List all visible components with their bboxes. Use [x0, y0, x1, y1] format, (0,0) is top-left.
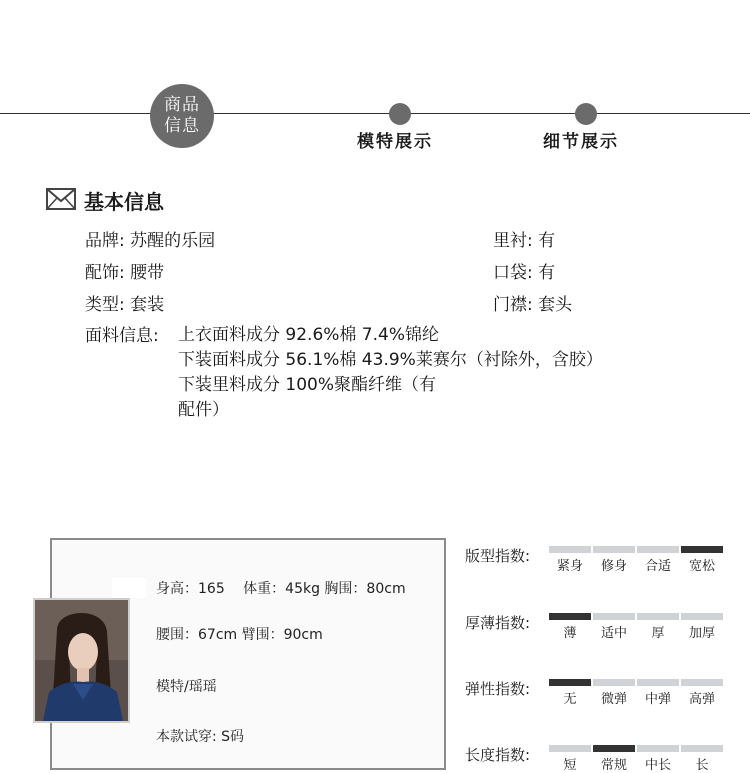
- index-option: 合适: [644, 559, 671, 574]
- index-segment: [681, 745, 723, 752]
- index-label: 版型指数:: [465, 547, 531, 565]
- index-option: 中弹: [644, 692, 671, 707]
- index-label: 长度指数:: [465, 746, 531, 764]
- fabric-line-bottom: 下装面料成分 56.1%棉 43.9%莱赛尔（衬除外，含胶）: [178, 350, 603, 370]
- info-lining: 里衬: 有: [493, 231, 556, 251]
- step-model-dot[interactable]: [389, 103, 411, 125]
- index-label: 弹性指数:: [465, 680, 531, 698]
- index-option: 厚: [651, 626, 665, 641]
- mail-icon: [46, 188, 76, 210]
- info-accessory: 配饰: 腰带: [85, 263, 165, 283]
- index-segment: [637, 745, 679, 752]
- index-segment: [593, 679, 635, 686]
- step-detail-dot[interactable]: [575, 103, 597, 125]
- index-segment: [681, 546, 723, 553]
- info-fabric-label: 面料信息:: [85, 326, 159, 346]
- model-measurements: 身高：165 体重：45kg 胸围：80cm: [156, 581, 406, 597]
- index-segment: [549, 546, 591, 553]
- index-segment: [593, 613, 635, 620]
- index-option: 无: [563, 692, 577, 707]
- index-option: 高弹: [688, 692, 715, 707]
- step-model-label[interactable]: 模特展示: [357, 132, 433, 152]
- step-label-line1: 商品: [164, 95, 200, 115]
- index-option: 宽松: [688, 559, 715, 574]
- info-placket: 门襟: 套头: [493, 295, 573, 315]
- index-option: 薄: [563, 626, 577, 641]
- index-segment: [637, 613, 679, 620]
- index-segment: [549, 679, 591, 686]
- step-product-info[interactable]: [150, 84, 214, 148]
- index-option: 微弹: [600, 692, 627, 707]
- index-label: 厚薄指数:: [465, 614, 531, 632]
- index-segment: [681, 679, 723, 686]
- index-option: 常规: [600, 758, 627, 773]
- step-product-info-label: [160, 95, 204, 137]
- index-option: 加厚: [688, 626, 715, 641]
- model-name: 模特/瑶瑶: [156, 679, 217, 695]
- step-detail-label[interactable]: 细节展示: [543, 132, 619, 152]
- index-segment: [593, 745, 635, 752]
- index-option: 修身: [600, 559, 627, 574]
- info-pocket: 口袋: 有: [493, 263, 556, 283]
- index-segment: [593, 546, 635, 553]
- card-border-gap: [112, 578, 146, 598]
- info-brand: 品牌: 苏醒的乐园: [85, 231, 216, 251]
- model-size-tried: 本款试穿: S码: [156, 729, 245, 745]
- step-divider-line: [0, 113, 750, 114]
- model-photo: [33, 598, 130, 723]
- index-option: 紧身: [556, 559, 583, 574]
- index-segment: [637, 679, 679, 686]
- index-option: 长: [695, 758, 709, 773]
- index-segment: [549, 745, 591, 752]
- index-option: 中长: [644, 758, 671, 773]
- index-option: 适中: [600, 626, 627, 641]
- section-title-basic-info: 基本信息: [84, 190, 164, 214]
- info-type: 类型: 套装: [85, 295, 165, 315]
- fabric-line-bottom-lining: 下装里料成分 100%聚酯纤维（有配件）: [178, 375, 437, 420]
- index-segment: [637, 546, 679, 553]
- step-label-line2: 信息: [164, 116, 200, 136]
- index-option: 短: [563, 758, 577, 773]
- model-waist-arm: 腰围：67cm 臂围：90cm: [156, 627, 323, 643]
- index-segment: [549, 613, 591, 620]
- info-fabric-lines: [178, 323, 618, 423]
- fabric-line-top: 上衣面料成分 92.6%棉 7.4%锦纶: [178, 325, 440, 345]
- index-segment: [681, 613, 723, 620]
